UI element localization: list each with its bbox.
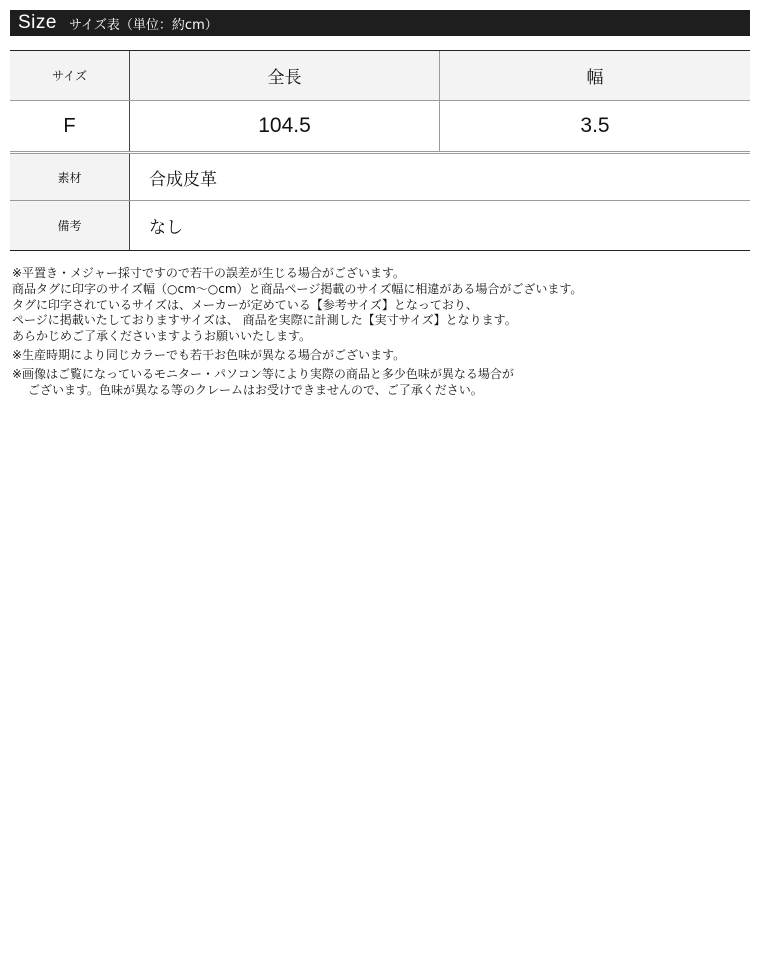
size-table xyxy=(10,50,750,251)
note-line: ※画像はご覧になっているモニター・パソコン等により実際の商品と多少色味が異なる場合が xyxy=(12,366,514,381)
table-row xyxy=(10,101,750,151)
size-value: F xyxy=(10,101,130,151)
size-column-label: サイズ xyxy=(10,51,130,100)
remarks-row xyxy=(10,201,750,250)
remarks-value: なし xyxy=(130,201,750,250)
material-label: 素材 xyxy=(10,154,130,200)
note-line: タグに印字されているサイズは、メーカーが定めている【参考サイズ】となっており、 xyxy=(12,297,478,312)
header-caption: サイズ表（単位：約cm） xyxy=(68,17,218,33)
note-line: 商品タグに印字のサイズ幅（○cm〜○cm）と商品ページ掲載のサイズ幅に相違がある場合がございます。 xyxy=(12,281,583,296)
table-header-row xyxy=(10,51,750,101)
material-row xyxy=(10,151,750,201)
column-header-width: 幅 xyxy=(586,68,604,88)
width-value: 3.5 xyxy=(580,114,610,137)
header-title: Size xyxy=(18,12,57,33)
note-line: ページに掲載いたしておりますサイズは、 商品を実際に計測した【実寸サイズ】となります。 xyxy=(12,313,517,328)
note-line: ※平置き・メジャー採寸ですので若干の誤差が生じる場合がございます。 xyxy=(12,266,405,280)
note-line: ございます。色味が異なる等のクレームはお受けできませんので、ご了承ください。 xyxy=(28,382,483,397)
size-chart-header xyxy=(10,10,750,36)
notes-block xyxy=(12,266,742,398)
remarks-label: 備考 xyxy=(10,201,130,250)
material-value: 合成皮革 xyxy=(130,154,750,200)
note-line: あらかじめご了承くださいますようお願いいたします。 xyxy=(12,329,312,344)
note-line: ※生産時期により同じカラーでも若干お色味が異なる場合がございます。 xyxy=(12,347,406,362)
length-value: 104.5 xyxy=(130,101,440,151)
column-header-length: 全長 xyxy=(130,51,440,100)
